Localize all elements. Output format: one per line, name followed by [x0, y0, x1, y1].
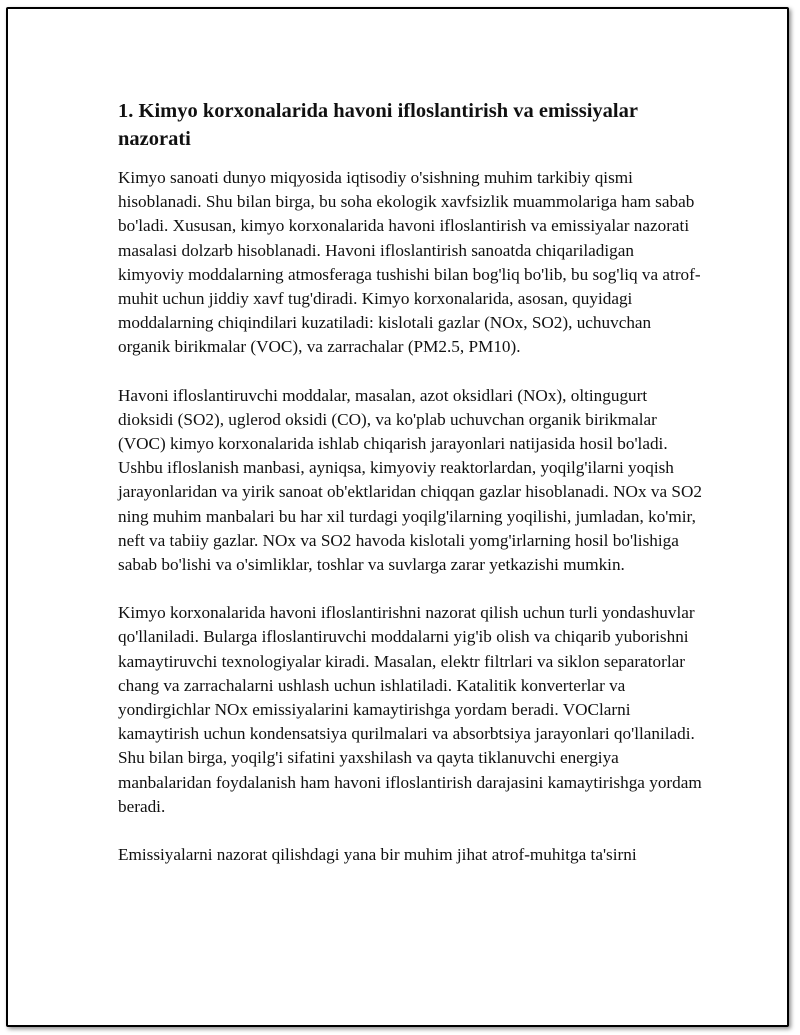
- paragraph: Kimyo sanoati dunyo miqyosida iqtisodiy o'sishning muhim tarkibiy qismi hisoblanadi. Shu bilan birga, bu soha ekologik xavfsizlik muammolariga ham sabab bo'ladi. Xususan, kimyo korxonalarida havoni ifloslantirish va emissiyalar nazorati masalasi dolzarb hisoblanadi. Havoni ifloslantirish sanoatda chiqariladigan kimyoviy moddalarning atmosferaga tushishi bilan bog'liq bo'lib, bu sog'liq va atrof-muhit uchun jiddiy xavf tug'diradi. Kimyo korxonalarida, asosan, quyidagi moddalarning chiqindilari kuzatiladi: kislotali gazlar (NOx, SO2), uchuvchan organik birikmalar (VOC), va zarrachalar (PM2.5, PM10).: [118, 168, 701, 357]
- document-content: [118, 97, 702, 891]
- paragraph: Havoni ifloslantiruvchi moddalar, masalan, azot oksidlari (NOx), oltingugurt dioksidi (SO2), uglerod oksidi (CO), va ko'plab uchuvchan organik birikmalar (VOC) kimyo korxonalarida ishlab chiqarish jarayonlari natijasida hosil bo'ladi. Ushbu ifloslanish manbasi, ayniqsa, kimyoviy reaktorlardan, yoqilg'ilarni yoqish jarayonlaridan va yirik sanoat ob'ektlaridan chiqqan gazlar hisoblanadi. NOx va SO2 ning muhim manbalari bu har xil turdagi yoqilg'ilarning yoqilishi, jumladan, ko'mir, neft va tabiiy gazlar. NOx va SO2 havoda kislotali yomg'irlarning hosil bo'lishiga sabab bo'lishi va o'simliklar, toshlar va suvlarga zarar yetkazishi mumkin.: [118, 385, 702, 575]
- paragraph: Emissiyalarni nazorat qilishdagi yana bir muhim jihat atrof-muhitga ta'sirni: [118, 845, 637, 865]
- paragraph: Kimyo korxonalarida havoni ifloslantirishni nazorat qilish uchun turli yondashuvlar qo'llaniladi. Bularga ifloslantiruvchi moddalarni yig'ib olish va chiqarib yuborishni kamaytiruvchi texnologiyalar kiradi. Masalan, elektr filtrlari va siklon separatorlar chang va zarrachalarni ushlash uchun ishlatiladi. Katalitik konverterlar va yondirgichlar NOx emissiyalarini kamaytirishga yordam beradi. VOClarni kamaytirish uchun kondensatsiya qurilmalari va absorbtsiya jarayonlari qo'llaniladi. Shu bilan birga, yoqilg'i sifatini yaxshilash va qayta tiklanuvchi energiya manbalaridan foydalanish ham havoni ifloslantirish darajasini kamaytirishga yordam beradi.: [118, 603, 702, 816]
- section-heading: 1. Kimyo korxonalarida havoni ifloslantirish va emissiyalar nazorati: [118, 100, 638, 150]
- document-page: [6, 7, 789, 1027]
